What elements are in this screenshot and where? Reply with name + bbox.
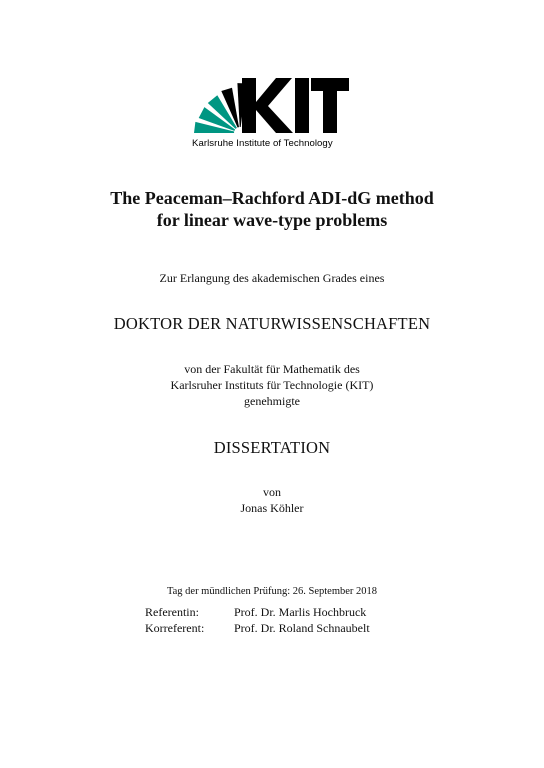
referee-name: Prof. Dr. Marlis Hochbruck [234, 605, 367, 619]
degree-name: DOKTOR DER NATURWISSENSCHAFTEN [113, 314, 431, 333]
degree-intro: Zur Erlangung des akademischen Grades eines [159, 271, 385, 285]
author-name: Jonas Köhler [240, 501, 304, 515]
kit-wordmark [242, 78, 349, 133]
thesis-title-line-2: for linear wave-type problems [156, 210, 388, 230]
thesis-title [0, 187, 544, 231]
exam-date: Tag der mündlichen Prüfung: 26. September 2018 [166, 586, 378, 597]
referee-name: Prof. Dr. Roland Schnaubelt [234, 621, 370, 635]
faculty-line-3: genehmigte [244, 394, 300, 408]
by-label: von [263, 485, 281, 499]
kit-logo [192, 76, 352, 150]
referee-role: Referentin: [145, 605, 199, 619]
referee-row [145, 620, 370, 636]
logo-caption: Karlsruhe Institute of Technology [192, 138, 333, 149]
referee-row [145, 604, 370, 620]
kit-fan-icon [194, 83, 246, 133]
referee-role: Korreferent: [145, 621, 205, 635]
thesis-title-line-1: The Peaceman–Rachford ADI-dG method [110, 188, 434, 208]
kit-logo-icon [192, 76, 352, 136]
faculty-line-2: Karlsruher Instituts für Technologie (KIT) [170, 378, 374, 392]
document-type: DISSERTATION [213, 438, 331, 457]
faculty-line-1: von der Fakultät für Mathematik des [184, 362, 360, 376]
referee-list [145, 604, 370, 636]
faculty-statement [0, 361, 544, 409]
